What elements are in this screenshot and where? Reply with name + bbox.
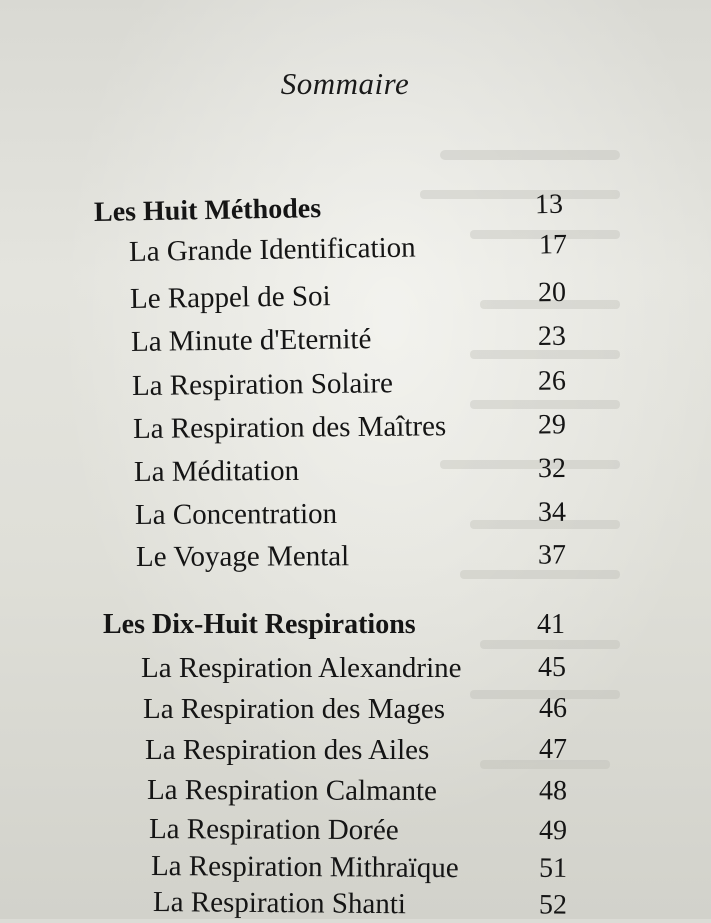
toc-item-label: Le Voyage Mental	[135, 540, 350, 573]
toc-item-label: La Respiration Dorée	[148, 813, 399, 847]
toc-item-page: 45	[538, 652, 566, 683]
toc-item-page: 37	[537, 539, 567, 571]
toc-item-page: 26	[537, 365, 567, 397]
toc-item-label: La Respiration Mithraïque	[150, 850, 459, 885]
toc-item-label: La Respiration des Maîtres	[132, 410, 447, 445]
toc-item-page: 52	[538, 889, 568, 921]
toc-item	[136, 539, 582, 574]
toc-item-page: 46	[539, 693, 567, 724]
toc-item	[132, 365, 578, 403]
toc-item-page: 29	[537, 409, 567, 441]
toc-item-page: 48	[538, 775, 568, 807]
toc-item-page: 23	[537, 320, 567, 353]
toc-item-label: La Respiration Calmante	[146, 774, 437, 808]
toc-heading-page: 13	[534, 188, 564, 221]
toc-item-label: La Respiration Shanti	[152, 886, 407, 921]
toc-section-heading	[94, 189, 574, 229]
toc-item	[153, 886, 603, 923]
toc-item	[134, 453, 580, 489]
toc-item-label: La Respiration Solaire	[131, 367, 394, 402]
toc-item-label: La Respiration des Mages	[143, 693, 446, 725]
toc-item	[151, 850, 601, 886]
toc-item	[149, 813, 599, 848]
toc-item	[129, 229, 577, 269]
toc-item-label: La Respiration Alexandrine	[141, 652, 462, 684]
toc-item-label: La Respiration des Ailes	[145, 734, 430, 766]
toc-item	[145, 734, 595, 767]
toc-item-label: La Méditation	[133, 454, 300, 488]
toc-item-page: 32	[537, 452, 567, 485]
toc-item-label: La Grande Identification	[128, 231, 416, 268]
toc-item-label: La Concentration	[134, 497, 338, 531]
toc-item	[141, 652, 591, 685]
toc-heading-label: Les Dix-Huit Respirations	[103, 609, 416, 640]
toc-item-page: 20	[537, 276, 567, 309]
toc-item	[143, 693, 593, 726]
toc-heading-page: 41	[537, 609, 565, 640]
toc-item	[147, 774, 597, 809]
toc-item-page: 34	[537, 496, 567, 528]
toc-section-heading	[103, 609, 583, 641]
toc-item-page: 17	[538, 229, 568, 261]
toc-item-page: 47	[539, 734, 567, 765]
toc-item-label: Le Rappel de Soi	[129, 280, 331, 315]
toc-item-page: 51	[538, 852, 568, 884]
toc-item	[131, 321, 577, 359]
toc-heading-label: Les Huit Méthodes	[93, 193, 322, 228]
toc-item	[130, 277, 578, 316]
toc-item	[135, 497, 581, 532]
toc-item	[133, 409, 579, 446]
toc-item-label: La Minute d'Eternité	[130, 323, 372, 358]
page-title: Sommaire	[280, 66, 410, 101]
toc-item-page: 49	[538, 815, 568, 847]
